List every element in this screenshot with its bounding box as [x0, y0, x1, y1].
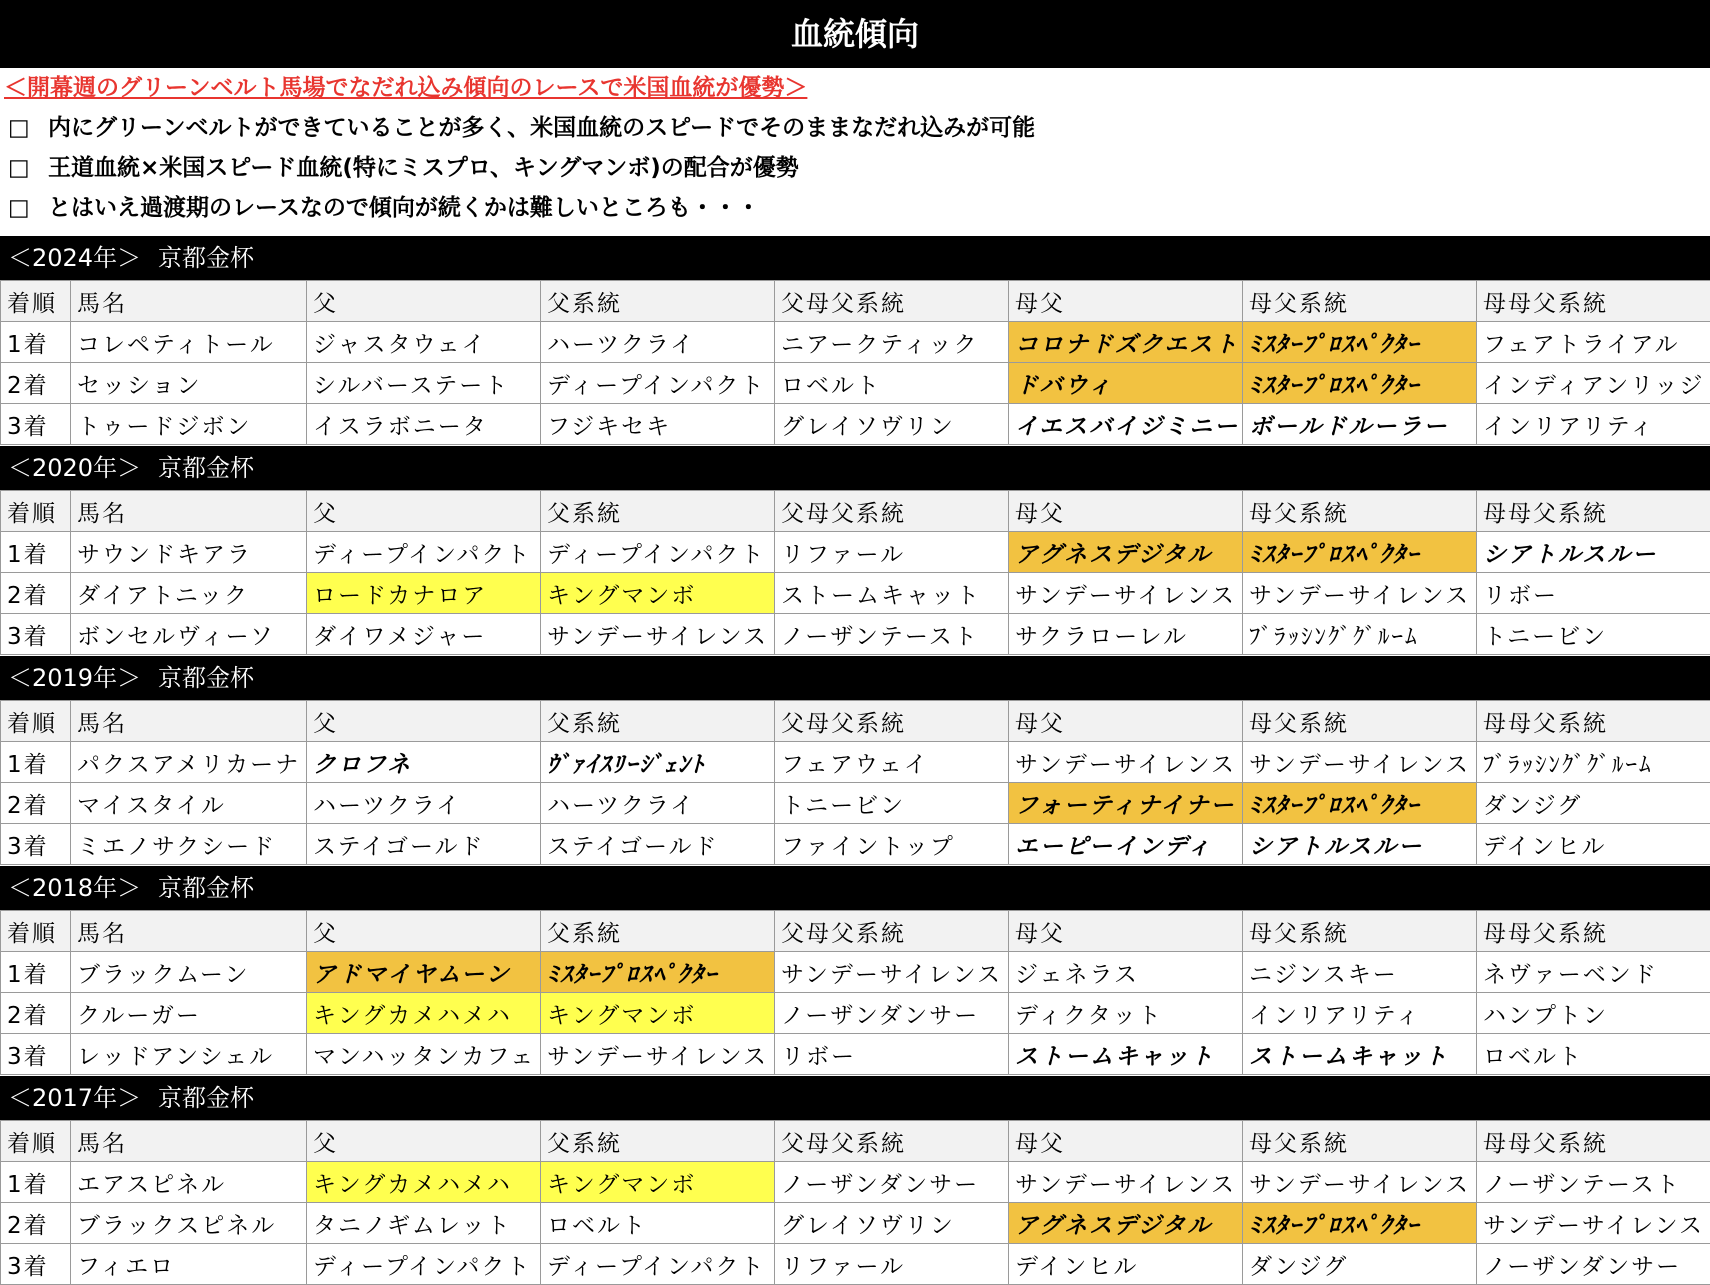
cell-dam-sire-line: ﾐｽﾀｰﾌﾟﾛｽﾍﾟｸﾀｰ [1243, 363, 1477, 404]
cell-horse-name: ミエノサクシード [71, 824, 307, 865]
cell-dam-sire-line: ストームキャット [1243, 1034, 1477, 1075]
cell-dam-sire: コロナドズクエスト [1009, 322, 1243, 363]
cell-dam-dam-sire-line: フェアトライアル [1477, 322, 1710, 363]
cell-dam-sire-line: サンデーサイレンス [1243, 742, 1477, 783]
cell-dam-dam-sire-line: ノーザンテースト [1477, 1162, 1710, 1203]
cell-sire-line: ステイゴールド [541, 824, 775, 865]
cell-sire: ディープインパクト [307, 532, 541, 573]
column-header-dam-dam-sire-line: 母母父系統 [1477, 491, 1710, 532]
cell-dam-sire-sire-line: リファール [775, 1244, 1009, 1285]
cell-dam-sire: サンデーサイレンス [1009, 1162, 1243, 1203]
column-header-sire-line: 父系統 [541, 491, 775, 532]
cell-horse-name: ブラックスピネル [71, 1203, 307, 1244]
cell-dam-dam-sire-line: シアトルスルー [1477, 532, 1710, 573]
column-header-sire: 父 [307, 281, 541, 322]
cell-dam-sire-sire-line: ノーザンテースト [775, 614, 1009, 655]
cell-sire: ジャスタウェイ [307, 322, 541, 363]
column-header-rank: 着順 [1, 911, 71, 952]
results-table [0, 700, 1710, 865]
cell-sire: シルバーステート [307, 363, 541, 404]
cell-rank: 3着 [1, 614, 71, 655]
bullet-3 [8, 188, 760, 228]
cell-dam-sire: ジェネラス [1009, 952, 1243, 993]
cell-dam-dam-sire-line: デインヒル [1477, 824, 1710, 865]
cell-sire: ディープインパクト [307, 1244, 541, 1285]
cell-dam-sire-sire-line: ニアークティック [775, 322, 1009, 363]
cell-dam-sire-sire-line: ノーザンダンサー [775, 993, 1009, 1034]
column-header-sire-line: 父系統 [541, 911, 775, 952]
column-header-rank: 着順 [1, 281, 71, 322]
table-row [1, 742, 1710, 783]
column-header-dam-dam-sire-line: 母母父系統 [1477, 1121, 1710, 1162]
column-header-dam-dam-sire-line: 母母父系統 [1477, 281, 1710, 322]
column-header-dam-sire-sire-line: 父母父系統 [775, 281, 1009, 322]
column-header-rank: 着順 [1, 701, 71, 742]
cell-dam-sire: アグネスデジタル [1009, 532, 1243, 573]
results-table [0, 1120, 1710, 1285]
race-name: 京都金杯 [158, 664, 254, 692]
cell-dam-sire-line: インリアリティ [1243, 993, 1477, 1034]
table-row [1, 1244, 1710, 1285]
cell-horse-name: サウンドキアラ [71, 532, 307, 573]
cell-dam-sire-sire-line: グレイソヴリン [775, 1203, 1009, 1244]
column-header-sire: 父 [307, 491, 541, 532]
cell-horse-name: セッション [71, 363, 307, 404]
cell-horse-name: エアスピネル [71, 1162, 307, 1203]
cell-dam-dam-sire-line: ダンジグ [1477, 783, 1710, 824]
cell-sire: ステイゴールド [307, 824, 541, 865]
table-row [1, 363, 1710, 404]
column-header-dam-sire: 母父 [1009, 1121, 1243, 1162]
column-header-dam-sire-line: 母父系統 [1243, 281, 1477, 322]
cell-horse-name: マイスタイル [71, 783, 307, 824]
cell-dam-sire-line: ダンジグ [1243, 1244, 1477, 1285]
table-row [1, 1034, 1710, 1075]
results-table [0, 490, 1710, 655]
checkbox-icon: □ [8, 195, 30, 221]
cell-sire: マンハッタンカフェ [307, 1034, 541, 1075]
cell-dam-sire: ディクタット [1009, 993, 1243, 1034]
bullet-text: 王道血統×米国スピード血統(特にミスプロ、キングマンボ)の配合が優勢 [48, 155, 799, 181]
cell-sire: タニノギムレット [307, 1203, 541, 1244]
cell-horse-name: レッドアンシェル [71, 1034, 307, 1075]
cell-dam-sire-line: ﾐｽﾀｰﾌﾟﾛｽﾍﾟｸﾀｰ [1243, 783, 1477, 824]
column-header-dam-sire-sire-line: 父母父系統 [775, 701, 1009, 742]
column-header-horse-name: 馬名 [71, 701, 307, 742]
cell-sire-line: サンデーサイレンス [541, 1034, 775, 1075]
table-row [1, 322, 1710, 363]
section-year: ＜2018年＞ [8, 874, 142, 902]
cell-horse-name: クルーガー [71, 993, 307, 1034]
section-header [0, 1076, 1710, 1120]
cell-dam-dam-sire-line: リボー [1477, 573, 1710, 614]
cell-sire-line: ハーツクライ [541, 322, 775, 363]
table-row [1, 952, 1710, 993]
results-table [0, 910, 1710, 1075]
cell-dam-dam-sire-line: ロベルト [1477, 1034, 1710, 1075]
cell-rank: 2着 [1, 993, 71, 1034]
cell-rank: 1着 [1, 532, 71, 573]
cell-sire: ロードカナロア [307, 573, 541, 614]
cell-sire: ダイワメジャー [307, 614, 541, 655]
table-row [1, 824, 1710, 865]
column-header-dam-sire-line: 母父系統 [1243, 701, 1477, 742]
bullet-text: 内にグリーンベルトができていることが多く、米国血統のスピードでそのままなだれ込みが可能 [48, 115, 1036, 141]
section-year: ＜2019年＞ [8, 664, 142, 692]
cell-rank: 1着 [1, 952, 71, 993]
checkbox-icon: □ [8, 155, 30, 181]
cell-sire: イスラボニータ [307, 404, 541, 445]
column-header-sire: 父 [307, 701, 541, 742]
cell-sire-line: キングマンボ [541, 993, 775, 1034]
table-row [1, 783, 1710, 824]
race-name: 京都金杯 [158, 454, 254, 482]
page-title: 血統傾向 [0, 0, 1710, 68]
column-header-dam-sire: 母父 [1009, 701, 1243, 742]
cell-dam-sire-line: ニジンスキー [1243, 952, 1477, 993]
cell-dam-sire: サンデーサイレンス [1009, 573, 1243, 614]
column-header-sire: 父 [307, 911, 541, 952]
checkbox-icon: □ [8, 115, 30, 141]
cell-rank: 1着 [1, 322, 71, 363]
cell-dam-sire-line: サンデーサイレンス [1243, 573, 1477, 614]
column-header-rank: 着順 [1, 491, 71, 532]
race-name: 京都金杯 [158, 1084, 254, 1112]
cell-dam-sire-sire-line: リボー [775, 1034, 1009, 1075]
cell-dam-sire-sire-line: トニービン [775, 783, 1009, 824]
cell-horse-name: ボンセルヴィーソ [71, 614, 307, 655]
column-header-dam-sire: 母父 [1009, 911, 1243, 952]
cell-dam-dam-sire-line: ネヴァーベンド [1477, 952, 1710, 993]
column-header-dam-sire-sire-line: 父母父系統 [775, 911, 1009, 952]
cell-dam-sire-sire-line: ファイントップ [775, 824, 1009, 865]
cell-dam-dam-sire-line: サンデーサイレンス [1477, 1203, 1710, 1244]
cell-sire: クロフネ [307, 742, 541, 783]
table-header-row [1, 281, 1710, 322]
cell-dam-sire: サクラローレル [1009, 614, 1243, 655]
column-header-dam-sire: 母父 [1009, 281, 1243, 322]
column-header-horse-name: 馬名 [71, 1121, 307, 1162]
column-header-horse-name: 馬名 [71, 491, 307, 532]
headline: ＜開幕週のグリーンベルト馬場でなだれ込み傾向のレースで米国血統が優勢＞ [4, 75, 808, 101]
column-header-horse-name: 馬名 [71, 281, 307, 322]
cell-sire-line: ディープインパクト [541, 532, 775, 573]
column-header-dam-sire-sire-line: 父母父系統 [775, 491, 1009, 532]
cell-dam-sire: フォーティナイナー [1009, 783, 1243, 824]
cell-rank: 3着 [1, 1034, 71, 1075]
cell-dam-dam-sire-line: ノーザンダンサー [1477, 1244, 1710, 1285]
column-header-sire-line: 父系統 [541, 1121, 775, 1162]
cell-dam-sire: エーピーインディ [1009, 824, 1243, 865]
cell-dam-sire-line: ボールドルーラー [1243, 404, 1477, 445]
table-row [1, 1203, 1710, 1244]
column-header-sire-line: 父系統 [541, 701, 775, 742]
cell-dam-sire-line: ﾐｽﾀｰﾌﾟﾛｽﾍﾟｸﾀｰ [1243, 1203, 1477, 1244]
bullet-1 [8, 108, 1035, 148]
cell-dam-sire: ドバウィ [1009, 363, 1243, 404]
column-header-dam-sire-line: 母父系統 [1243, 1121, 1477, 1162]
cell-dam-sire-line: サンデーサイレンス [1243, 1162, 1477, 1203]
section-header [0, 656, 1710, 700]
cell-sire-line: ディープインパクト [541, 363, 775, 404]
cell-sire: キングカメハメハ [307, 1162, 541, 1203]
column-header-dam-dam-sire-line: 母母父系統 [1477, 911, 1710, 952]
cell-horse-name: ダイアトニック [71, 573, 307, 614]
cell-sire-line: ﾐｽﾀｰﾌﾟﾛｽﾍﾟｸﾀｰ [541, 952, 775, 993]
table-row [1, 404, 1710, 445]
column-header-dam-sire: 母父 [1009, 491, 1243, 532]
section-header [0, 236, 1710, 280]
section-header [0, 446, 1710, 490]
cell-dam-sire-sire-line: ストームキャット [775, 573, 1009, 614]
cell-sire-line: キングマンボ [541, 573, 775, 614]
table-row [1, 532, 1710, 573]
column-header-dam-dam-sire-line: 母母父系統 [1477, 701, 1710, 742]
cell-dam-sire-line: ﾐｽﾀｰﾌﾟﾛｽﾍﾟｸﾀｰ [1243, 532, 1477, 573]
cell-sire-line: サンデーサイレンス [541, 614, 775, 655]
cell-dam-sire: サンデーサイレンス [1009, 742, 1243, 783]
results-table [0, 280, 1710, 445]
cell-horse-name: フィエロ [71, 1244, 307, 1285]
bullet-text: とはいえ過渡期のレースなので傾向が続くかは難しいところも・・・ [48, 195, 760, 221]
cell-sire-line: キングマンボ [541, 1162, 775, 1203]
cell-dam-sire-sire-line: リファール [775, 532, 1009, 573]
cell-dam-sire-line: ﾐｽﾀｰﾌﾟﾛｽﾍﾟｸﾀｰ [1243, 322, 1477, 363]
cell-dam-sire-sire-line: ロベルト [775, 363, 1009, 404]
cell-dam-sire: デインヒル [1009, 1244, 1243, 1285]
cell-dam-dam-sire-line: ハンプトン [1477, 993, 1710, 1034]
column-header-dam-sire-line: 母父系統 [1243, 491, 1477, 532]
table-row [1, 614, 1710, 655]
column-header-rank: 着順 [1, 1121, 71, 1162]
cell-rank: 3着 [1, 1244, 71, 1285]
cell-rank: 2着 [1, 363, 71, 404]
cell-rank: 3着 [1, 404, 71, 445]
cell-dam-sire-sire-line: フェアウェイ [775, 742, 1009, 783]
table-row [1, 573, 1710, 614]
section-year: ＜2017年＞ [8, 1084, 142, 1112]
cell-dam-sire-sire-line: グレイソヴリン [775, 404, 1009, 445]
table-header-row [1, 491, 1710, 532]
cell-horse-name: パクスアメリカーナ [71, 742, 307, 783]
bullet-2 [8, 148, 799, 188]
cell-rank: 2着 [1, 783, 71, 824]
cell-horse-name: トゥードジボン [71, 404, 307, 445]
cell-sire: アドマイヤムーン [307, 952, 541, 993]
cell-rank: 1着 [1, 1162, 71, 1203]
cell-sire-line: フジキセキ [541, 404, 775, 445]
cell-sire: キングカメハメハ [307, 993, 541, 1034]
cell-dam-sire-line: ﾌﾞﾗｯｼﾝｸﾞｸﾞﾙｰﾑ [1243, 614, 1477, 655]
cell-horse-name: コレペティトール [71, 322, 307, 363]
cell-dam-sire-sire-line: サンデーサイレンス [775, 952, 1009, 993]
table-row [1, 1162, 1710, 1203]
cell-rank: 2着 [1, 573, 71, 614]
column-header-dam-sire-line: 母父系統 [1243, 911, 1477, 952]
cell-sire: ハーツクライ [307, 783, 541, 824]
column-header-horse-name: 馬名 [71, 911, 307, 952]
cell-dam-sire: アグネスデジタル [1009, 1203, 1243, 1244]
cell-dam-dam-sire-line: インディアンリッジ [1477, 363, 1710, 404]
cell-sire-line: ｳﾞｧｲｽﾘｰｼﾞｪﾝﾄ [541, 742, 775, 783]
race-name: 京都金杯 [158, 244, 254, 272]
table-header-row [1, 911, 1710, 952]
cell-dam-dam-sire-line: トニービン [1477, 614, 1710, 655]
section-year: ＜2020年＞ [8, 454, 142, 482]
cell-horse-name: ブラックムーン [71, 952, 307, 993]
cell-dam-sire: ストームキャット [1009, 1034, 1243, 1075]
cell-dam-sire-line: シアトルスルー [1243, 824, 1477, 865]
cell-sire-line: ハーツクライ [541, 783, 775, 824]
table-header-row [1, 1121, 1710, 1162]
cell-dam-dam-sire-line: ﾌﾞﾗｯｼﾝｸﾞｸﾞﾙｰﾑ [1477, 742, 1710, 783]
section-year: ＜2024年＞ [8, 244, 142, 272]
cell-rank: 2着 [1, 1203, 71, 1244]
column-header-sire: 父 [307, 1121, 541, 1162]
cell-dam-sire: イエスバイジミニー [1009, 404, 1243, 445]
cell-dam-sire-sire-line: ノーザンダンサー [775, 1162, 1009, 1203]
race-name: 京都金杯 [158, 874, 254, 902]
table-header-row [1, 701, 1710, 742]
cell-rank: 1着 [1, 742, 71, 783]
cell-dam-dam-sire-line: インリアリティ [1477, 404, 1710, 445]
column-header-sire-line: 父系統 [541, 281, 775, 322]
cell-sire-line: ディープインパクト [541, 1244, 775, 1285]
column-header-dam-sire-sire-line: 父母父系統 [775, 1121, 1009, 1162]
section-header [0, 866, 1710, 910]
cell-rank: 3着 [1, 824, 71, 865]
cell-sire-line: ロベルト [541, 1203, 775, 1244]
table-row [1, 993, 1710, 1034]
